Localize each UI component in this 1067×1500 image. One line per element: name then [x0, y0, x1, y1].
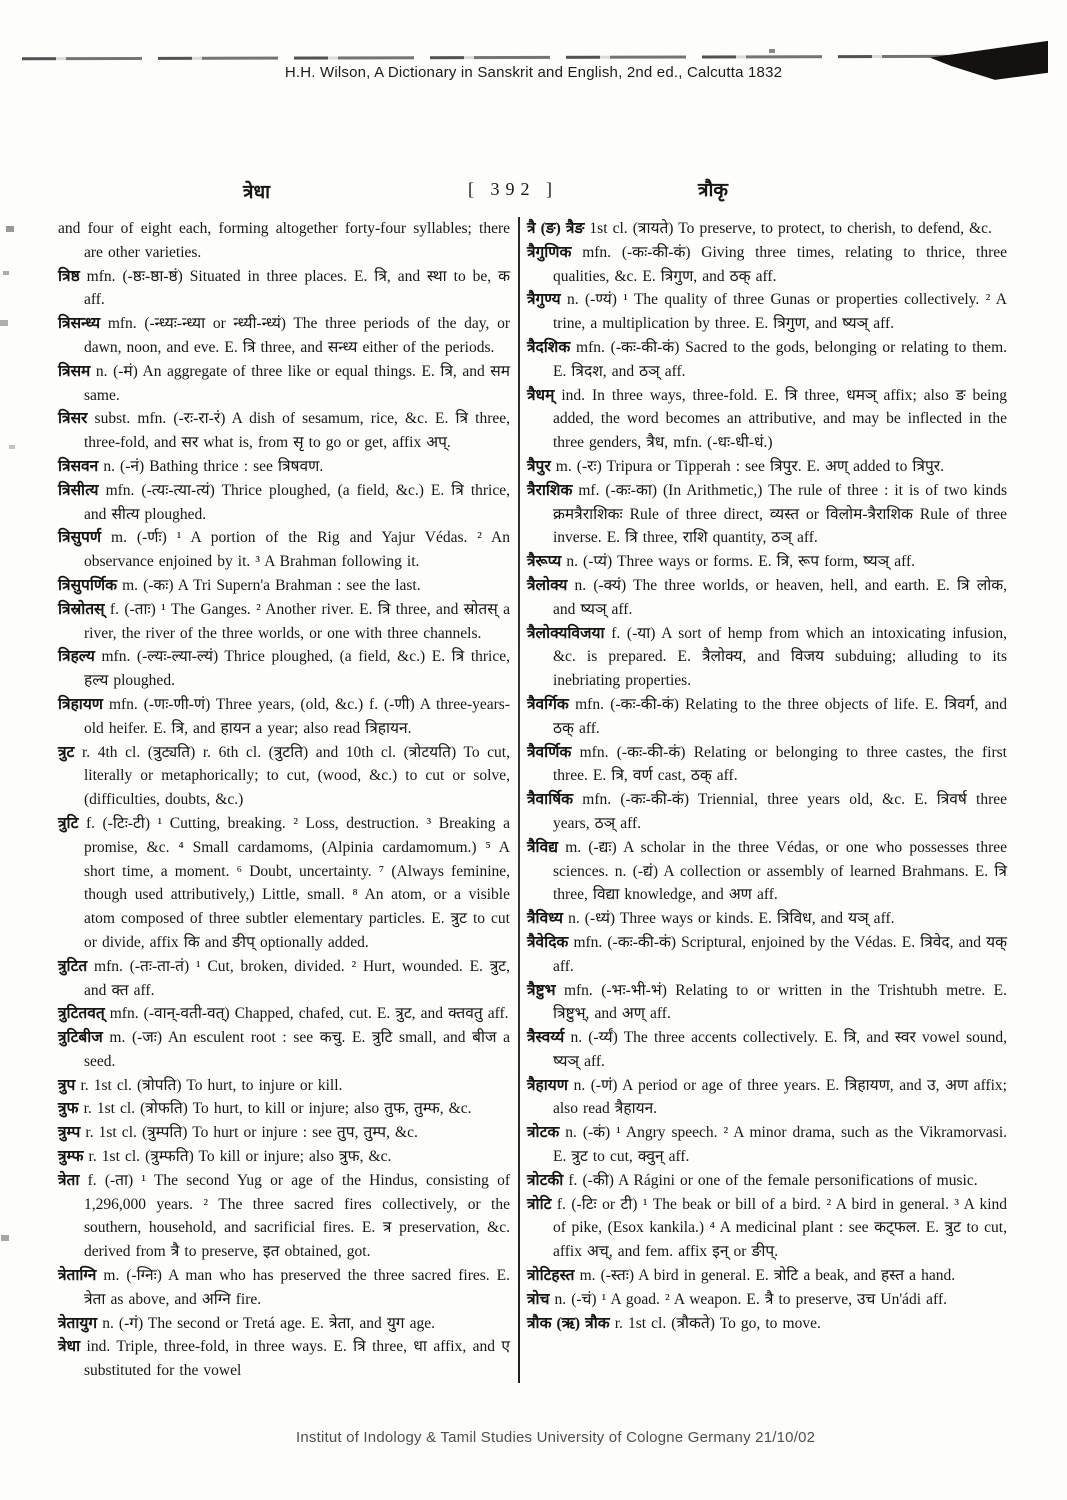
dictionary-entry	[58, 1169, 510, 1264]
entry-headword: त्रिष्ठ	[58, 267, 80, 285]
entry-headword: त्रैवर्गिक	[527, 695, 569, 713]
entry-headword: त्रैवार्षिक	[527, 791, 574, 809]
dictionary-entry	[527, 1264, 1007, 1288]
entry-headword: त्रैविध्य	[527, 910, 564, 928]
entry-headword: त्रोटिहस्त	[527, 1267, 575, 1285]
dictionary-entry	[527, 336, 1007, 384]
entry-headword: त्रोटक	[527, 1124, 560, 1142]
entry-definition: 1st cl. (त्रायते) To preserve, to protect, to cherish, to defend, &c.	[589, 220, 992, 237]
entry-definition: n. (-ण्यं) ¹ The quality of three Gunas or properties collectively. ² A trine, a multiplication by three. E. त्रिगुण, and ष्यञ् aff.	[553, 291, 1007, 333]
entry-headword: त्रिसम	[58, 362, 91, 380]
entry-definition: m. (-रः) Tripura or Tipperah : see त्रिपुर. E. अण् added to त्रिपुर.	[555, 457, 944, 475]
entry-headword: त्रिसीत्य	[58, 481, 99, 499]
entry-headword: त्रैवेदिक	[527, 933, 569, 951]
entry-headword: त्रैविद्य	[527, 838, 558, 856]
entry-headword: त्रिसर	[58, 410, 88, 428]
dictionary-entry	[527, 1312, 1007, 1336]
entry-definition: mfn. (-ष्ठः-ष्ठा-ष्ठं) Situated in three places. E. त्रि, and स्था to be, क aff.	[84, 267, 511, 309]
text-columns	[58, 217, 1010, 1383]
running-head-right-word: त्रौकृ	[698, 180, 729, 201]
entry-headword: त्रिसुपर्ण	[58, 529, 102, 547]
entry-definition: n. (-गं) The second or Tretá age. E. त्रेता, and युग age.	[102, 1314, 435, 1332]
dictionary-entry	[58, 265, 510, 313]
watermark-text: Institut of Indology & Tamil Studies University of Cologne Germany 21/10/02	[296, 1429, 816, 1446]
entry-definition: m. (-कः) A Tri Supern'a Brahman : see the last.	[122, 576, 421, 594]
entry-headword: त्रैलोक्य	[527, 576, 568, 594]
running-head-left-word: त्रेधा	[243, 182, 271, 203]
dictionary-entry	[58, 1145, 510, 1169]
entry-headword: त्रैस्वर्य्य	[527, 1029, 565, 1047]
dictionary-entry	[58, 479, 510, 527]
dictionary-entry	[527, 836, 1007, 907]
entry-headword: त्रैपुर	[527, 457, 551, 475]
dictionary-entry	[58, 812, 510, 955]
entry-headword: त्रुटितवत्	[58, 1005, 105, 1023]
entry-headword: त्रिसवन	[58, 457, 99, 475]
entry-headword: त्रौक (ऋ) त्रौक	[527, 1314, 610, 1332]
entry-definition: n. (-नं) Bathing thrice : see त्रिषवण.	[103, 457, 324, 475]
left-column	[58, 217, 510, 1383]
entry-definition: m. (-र्णः) ¹ A portion of the Rig and Yajur Védas. ² An observance enjoined by it. ³ A Brahman following it.	[84, 529, 510, 571]
dictionary-entry	[58, 693, 510, 741]
entry-headword: त्रुटिबीज	[58, 1029, 103, 1047]
dictionary-entry	[58, 1097, 510, 1121]
entry-definition: ind. Triple, three-fold, in three ways. E. त्रि three, धा affix, and ए substituted for the vowel	[84, 1338, 510, 1380]
entry-definition: m. (-द्यः) A scholar in the three Védas, or one who possesses three sciences. n. (-द्यं) A collection or assembly of learned Brahmans. E. त्रि three, विद्या knowledge, and अण aff.	[553, 838, 1007, 904]
dictionary-entry	[527, 574, 1007, 622]
dictionary-entry	[58, 1026, 510, 1074]
entry-headword: त्रुफ	[58, 1100, 79, 1118]
dictionary-entry	[58, 1335, 510, 1383]
dictionary-entry	[527, 788, 1007, 836]
entry-headword: त्रुम्प	[58, 1124, 81, 1142]
entry-headword: त्रिहल्य	[58, 648, 95, 666]
entry-definition: f. (-या) A sort of hemp from which an intoxicating infusion, &c. is prepared. E. त्रैलोक्य, and विजय subduing; alluding to its inebriating properties.	[553, 624, 1008, 690]
dictionary-entry	[527, 1121, 1007, 1169]
entry-definition: n. (-क्यं) The three worlds, or heaven, hell, and earth. E. त्रि लोक, and ष्यञ् aff.	[553, 576, 1007, 618]
entry-definition: m. (-जः) An esculent root : see कचु. E. त्रुटि small, and बीज a seed.	[84, 1029, 511, 1070]
dictionary-entry	[58, 217, 510, 265]
running-head	[0, 176, 1067, 210]
dictionary-entry	[58, 598, 510, 646]
dictionary-entry	[58, 1002, 510, 1026]
entry-definition: ind. In three ways, three-fold. E. त्रि three, धमञ् affix; also ङ being added, the word becomes an attributive, and may be inflected in the three genders, त्रैध, mfn. (-धः-धी-धं.)	[553, 386, 1007, 452]
entry-definition: n. (-मं) An aggregate of three like or equal things. E. त्रि, and सम same.	[84, 362, 511, 404]
entry-definition: n. (-र्य्यं) The three accents collectively. E. त्रि, and स्वर vowel sound, ष्यञ् aff.	[553, 1029, 1007, 1070]
entry-headword: त्रैगुणिक	[527, 243, 572, 261]
entry-headword: त्रैवर्णिक	[527, 743, 572, 761]
entry-definition: m. (-ग्निः) A man who has preserved the three sacred fires. E. त्रेता as above, and अग्नि fire.	[84, 1267, 511, 1308]
entry-headword: त्रैहायण	[527, 1076, 568, 1094]
entry-definition: mfn. (-तः-ता-तं) ¹ Cut, broken, divided. ² Hurt, wounded. E. त्रुट, and क्त aff.	[84, 957, 510, 999]
dictionary-entry	[527, 907, 1007, 931]
entry-definition: mfn. (-न्ध्यः-न्ध्या or न्ध्यी-न्ध्यं) The three periods of the day, or dawn, noon, and eve. E. त्रि three, and सन्ध्य either of the periods.	[84, 315, 510, 356]
entry-definition: mfn. (-कः-की-कं) Sacred to the gods, belonging or relating to them. E. त्रिदश, and ठञ् aff.	[553, 338, 1007, 380]
entry-definition: r. 1st cl. (त्रोफति) To hurt, to kill or injure; also तुफ, तुम्फ, &c.	[83, 1100, 472, 1118]
entry-definition: mf. (-कः-का) (In Arithmetic,) The rule of three : it is of two kinds क्रमत्रैराशिकः Rule of three direct, व्यस्त or विलोम-त्रैराशिक Rule of three inverse. E. त्रि three, राशि quantity, ठञ् aff.	[553, 481, 1007, 547]
entry-definition: r. 1st cl. (त्रोपति) To hurt, to injure or kill.	[80, 1076, 343, 1094]
entry-definition: mfn. (-कः-की-कं) Scriptural, enjoined by the Védas. E. त्रिवेद, and यक् aff.	[553, 933, 1007, 975]
entry-headword: त्रिहायण	[58, 695, 104, 713]
entry-definition: mfn. (-णः-णी-णं) Three years, (old, &c.) f. (-णी) A three-years-old heifer. E. त्रि, and हायन a year; also read त्रिहायन.	[84, 695, 511, 737]
entry-definition: r. 1st cl. (त्रौकते) To go, to move.	[614, 1314, 821, 1332]
entry-headword: त्रोटकी	[527, 1171, 564, 1189]
entry-definition: n. (-ध्यं) Three ways or kinds. E. त्रिविध, and यञ् aff.	[568, 910, 895, 928]
entry-headword: त्रैष्टुभ	[527, 981, 556, 999]
dictionary-entry	[58, 360, 510, 408]
entry-definition: mfn. (-त्यः-त्या-त्यं) Thrice ploughed, (a field, &c.) E. त्रि thrice, and सीत्य ploughed.	[84, 481, 510, 523]
column-divider-rule	[518, 217, 520, 1383]
entry-definition: f. (-टिः or टी) ¹ The beak or bill of a bird. ² A bird in general. ³ A kind of pike, (Esox kankila.) ⁴ A medicinal plant : see कट्फल. E. त्रुट to cut, affix अच्, and fem. affix इन् or ङीप्.	[553, 1195, 1008, 1261]
entry-definition: mfn. (-कः-की-कं) Triennial, three years old, &c. E. त्रिवर्ष three years, ठञ् aff.	[553, 791, 1008, 832]
dictionary-entry	[527, 384, 1007, 455]
entry-definition: f. (-ताः) ¹ The Ganges. ² Another river. E. त्रि three, and स्रोतस् a river, the river of the three worlds, or one with three channels.	[84, 600, 511, 642]
dictionary-entry	[527, 1288, 1007, 1312]
dictionary-entry	[527, 1193, 1007, 1264]
entry-definition: f. (-टिः-टी) ¹ Cutting, breaking. ² Loss, destruction. ³ Breaking a promise, &c. ⁴ Small cardamoms, (Alpinia cardamomum.) ⁵ A short time, a moment. ⁶ Doubt, uncertainty. ⁷ (Always feminine, though used attributively,) Little, small. ⁸ An atom, or a visible atom composed of three subtler elementary particles. E. त्रुट to cut or divide, affix कि and ङीप् optionally added.	[84, 814, 510, 951]
entry-headword: त्रिसुपर्णिक	[58, 576, 117, 594]
entry-headword: त्रै (ङ) त्रैङ	[527, 220, 585, 237]
right-column	[527, 217, 1007, 1383]
entry-definition: and four of eight each, forming altogether forty-four syllables; there are other varieties.	[58, 220, 510, 261]
entry-headword: त्रुप	[58, 1076, 76, 1094]
dictionary-entry	[58, 1312, 510, 1336]
entry-headword: त्रिसन्ध्य	[58, 315, 101, 333]
entry-definition: mfn. (-कः-की-कं) Relating to the three objects of life. E. त्रिवर्ग, and ठक् aff.	[553, 695, 1007, 737]
entry-headword: त्रेतायुग	[58, 1314, 98, 1332]
entry-headword: त्रुम्फ	[58, 1148, 84, 1166]
dictionary-entry	[58, 574, 510, 598]
dictionary-entry	[527, 241, 1007, 289]
entry-definition: r. 1st cl. (त्रुम्पति) To hurt or injure : see तुप, तुम्प, &c.	[85, 1124, 418, 1142]
entry-definition: m. (-स्तः) A bird in general. E. त्रोटि a beak, and हस्त a hand.	[579, 1267, 956, 1285]
dictionary-entry	[527, 455, 1007, 479]
entry-headword: त्रैधम्	[527, 386, 555, 404]
entry-definition: n. (-प्यं) Three ways or forms. E. त्रि, रूप form, ष्यञ् aff.	[566, 553, 916, 571]
dictionary-entry	[527, 550, 1007, 574]
entry-headword: त्रैगुण्य	[527, 291, 561, 309]
entry-definition: f. (-की) A Rágini or one of the female personifications of music.	[568, 1171, 978, 1189]
dictionary-entry	[527, 1074, 1007, 1122]
dictionary-entry	[527, 1026, 1007, 1074]
entry-definition: f. (-ता) ¹ The second Yug or age of the Hindus, consisting of 1,296,000 years. ² The three sacred fires collectively, or the southern, household, and sacrificial fires. E. त्र preservation, &c. derived from त्रै to preserve, इत obtained, got.	[84, 1171, 510, 1261]
entry-definition: mfn. (-वान्-वती-वत्) Chapped, chafed, cut. E. त्रुट, and क्तवतु aff.	[109, 1005, 509, 1023]
entry-headword: त्रोटि	[527, 1195, 552, 1213]
entry-headword: त्रुटि	[58, 814, 79, 832]
entry-headword: त्रुटित	[58, 957, 88, 975]
dictionary-entry	[527, 741, 1007, 789]
dictionary-entry	[527, 931, 1007, 979]
entry-headword: त्रैराशिक	[527, 481, 573, 499]
page-number: [ 392 ]	[468, 179, 558, 199]
dictionary-entry	[58, 1121, 510, 1145]
dictionary-entry	[527, 217, 1007, 241]
dictionary-entry	[527, 622, 1007, 693]
source-caption: H.H. Wilson, A Dictionary in Sanskrit and English, 2nd ed., Calcutta 1832	[284, 64, 783, 81]
dictionary-entry	[527, 288, 1007, 336]
entry-definition: r. 1st cl. (त्रुम्फति) To kill or injure; also त्रुफ, &c.	[88, 1148, 392, 1166]
dictionary-entry	[58, 645, 510, 693]
dictionary-entry	[58, 955, 510, 1003]
scan-artifact-line	[22, 55, 982, 61]
entry-definition: mfn. (-कः-की-कं) Relating or belonging to three castes, the first three. E. त्रि, वर्ण cast, ठक् aff.	[553, 743, 1007, 785]
entry-definition: subst. mfn. (-रः-रा-रं) A dish of sesamum, rice, &c. E. त्रि three, three-fold, and सर what is, from सृ to go or get, affix अप्.	[84, 410, 511, 452]
entry-headword: त्रोच	[527, 1290, 550, 1308]
dictionary-entry	[527, 1169, 1007, 1193]
entry-definition: n. (-कं) ¹ Angry speech. ² A minor drama, such as the Vikramorvasi. E. त्रुट to cut, क्वुन् aff.	[553, 1124, 1007, 1166]
dictionary-entry	[527, 979, 1007, 1027]
entry-definition: n. (-णं) A period or age of three years. E. त्रिहायण, and उ, अण affix; also read त्रैहायन.	[553, 1076, 1007, 1118]
dictionary-entry	[58, 312, 510, 360]
entry-headword: त्रेताग्नि	[58, 1267, 97, 1285]
dictionary-entry	[58, 1074, 510, 1098]
dictionary-entry	[527, 479, 1007, 550]
entry-definition: mfn. (-ल्यः-ल्या-ल्यं) Thrice ploughed, (a field, &c.) E. त्रि thrice, हल्य ploughed.	[84, 648, 510, 690]
entry-headword: त्रैदशिक	[527, 338, 571, 356]
entry-headword: त्रैरूप्य	[527, 553, 562, 571]
entry-headword: त्रुट	[58, 743, 75, 761]
dictionary-entry	[527, 693, 1007, 741]
dictionary-entry	[58, 407, 510, 455]
entry-definition: r. 4th cl. (त्रुट्यति) r. 6th cl. (त्रुटति) and 10th cl. (त्रोटयति) To cut, literally or metaphorically; to cut, (wood, &c.) to cut or solve, (difficulties, doubts, &c.)	[81, 743, 510, 809]
entry-headword: त्रेधा	[58, 1338, 81, 1356]
entry-headword: त्रिस्रोतस्	[58, 600, 105, 618]
dictionary-entry	[58, 1264, 510, 1312]
entry-definition: mfn. (-भः-भी-भं) Relating to or written in the Trishtubh metre. E. त्रिष्टुभ्, and अण् aff.	[553, 981, 1008, 1023]
dictionary-entry	[58, 526, 510, 574]
scan-specks	[0, 0, 4, 2]
entry-headword: त्रैलोक्यविजया	[527, 624, 605, 642]
dictionary-entry	[58, 741, 510, 812]
dictionary-entry	[58, 455, 510, 479]
entry-definition: mfn. (-कः-की-कं) Giving three times, relating to thrice, three qualities, &c. E. त्रिगुण, and ठक् aff.	[553, 243, 1008, 285]
entry-definition: n. (-चं) ¹ A goad. ² A weapon. E. त्रै to preserve, उच Un'ádi aff.	[554, 1290, 947, 1308]
entry-headword: त्रेता	[58, 1171, 80, 1189]
